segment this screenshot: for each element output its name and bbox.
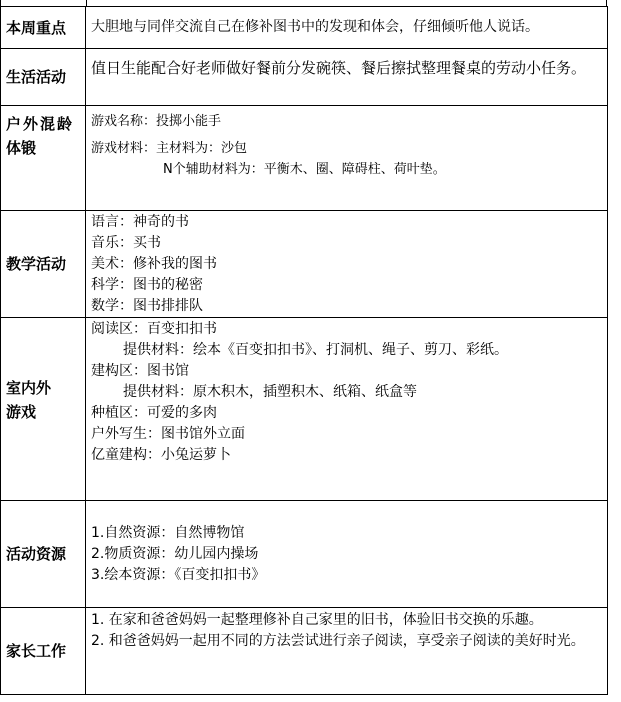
row-label: 生活活动 xyxy=(1,49,86,106)
focus-text: 大胆地与同伴交流自己在修补图书中的发现和体会，仔细倾听他人说话。 xyxy=(91,19,539,35)
list-item: 3.绘本资源：《百变扣扣书》 xyxy=(91,566,266,583)
list-item: 建构区：图书馆 xyxy=(91,363,189,379)
list-item: 提供材料：绘本《百变扣扣书》、打洞机、绳子、剪刀、彩纸。 xyxy=(123,342,508,358)
row-label: 活动资源 xyxy=(1,501,86,608)
row-label xyxy=(1,106,86,211)
list-item: 种植区：可爱的多肉 xyxy=(91,405,217,421)
outdoor-label-line1: 户外混龄 xyxy=(6,115,75,133)
outdoor-label-line2: 体锻 xyxy=(6,139,37,157)
game-material-main: 游戏材料：主材料为：沙包 xyxy=(91,141,248,156)
row-indoor xyxy=(1,318,608,501)
row-focus xyxy=(1,7,608,49)
row-parents xyxy=(1,608,608,695)
row-resources xyxy=(1,501,608,608)
row-content xyxy=(86,501,608,608)
row-content xyxy=(86,211,608,318)
list-item: 美术：修补我的图书 xyxy=(91,256,217,272)
row-content xyxy=(86,49,608,106)
list-item: 2.物质资源：幼儿园内操场 xyxy=(91,545,259,562)
list-item: 科学：图书的秘密 xyxy=(91,277,203,293)
row-content xyxy=(86,608,608,695)
row-label: 教学活动 xyxy=(1,211,86,318)
list-item: 亿童建构：小兔运萝卜 xyxy=(91,447,231,463)
list-item: 户外写生：图书馆外立面 xyxy=(91,426,245,442)
life-text: 值日生能配合好老师做好餐前分发碗筷、餐后擦拭整理餐桌的劳动小任务。 xyxy=(91,59,587,77)
row-label: 本周重点 xyxy=(1,7,86,49)
row-content xyxy=(86,318,608,501)
row-teaching xyxy=(1,211,608,318)
list-item: 2. 和爸爸妈妈一起用不同的方法尝试进行亲子阅读，享受亲子阅读的美好时光。 xyxy=(91,633,585,649)
list-item: 数学：图书排排队 xyxy=(91,298,203,314)
row-label: 家长工作 xyxy=(1,608,86,695)
indoor-label-line1: 室内外 xyxy=(6,379,52,397)
row-label xyxy=(1,318,86,501)
list-item: 音乐：买书 xyxy=(91,235,161,251)
game-material-aux: N个辅助材料为：平衡木、圈、障碍柱、荷叶垫。 xyxy=(163,162,446,177)
row-life xyxy=(1,49,608,106)
list-item: 1. 在家和爸爸妈妈一起整理修补自己家里的旧书，体验旧书交换的乐趣。 xyxy=(91,612,543,628)
list-item: 语言：神奇的书 xyxy=(91,214,189,230)
indoor-label-line2: 游戏 xyxy=(6,403,37,421)
weekly-plan-table xyxy=(0,6,608,695)
list-item: 阅读区：百变扣扣书 xyxy=(91,321,217,337)
list-item: 提供材料：原木积木，插塑积木、纸箱、纸盒等 xyxy=(123,384,417,400)
row-content xyxy=(86,106,608,211)
row-outdoor xyxy=(1,106,608,211)
row-content xyxy=(86,7,608,49)
list-item: 1.自然资源：自然博物馆 xyxy=(91,524,245,541)
game-name: 游戏名称：投掷小能手 xyxy=(91,114,222,129)
